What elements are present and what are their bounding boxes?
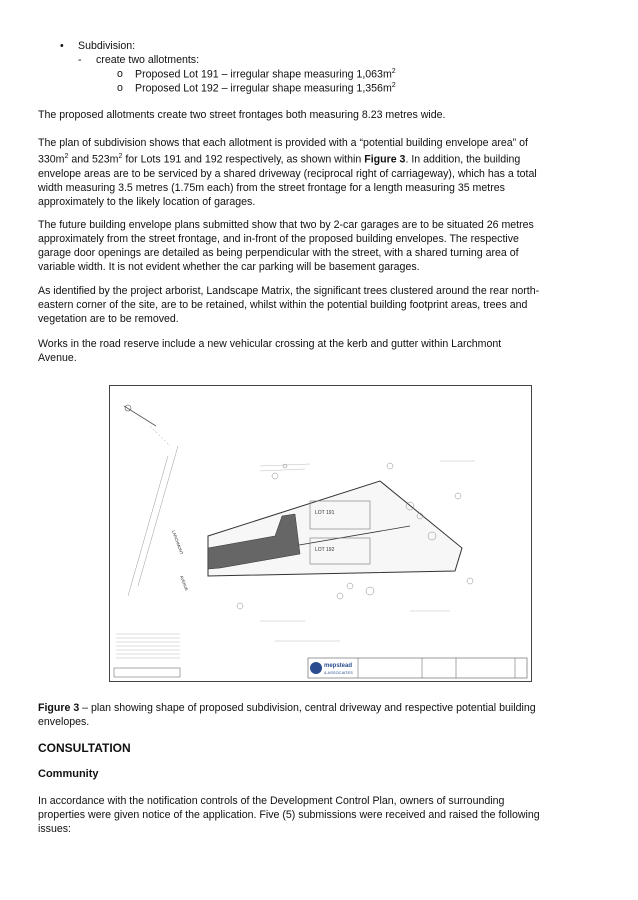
street-label: LARCHMONT	[171, 529, 185, 556]
lot-191-item: Proposed Lot 191 – irregular shape measuring $1,063m^2$	[135, 68, 396, 81]
bullet-icon: •	[60, 40, 64, 52]
paragraph-notification: In accordance with the notification controls of the Development Control Plan, owners of surrounding properties were given notice of the application. Five (5) submissions were received and raised the following issues:	[38, 795, 540, 835]
lot-192-item: Proposed Lot 192 – irregular shape measuring $1,356m^2$	[135, 82, 396, 95]
paragraph-road-reserve: Works in the road reserve include a new vehicular crossing at the kerb and gutter within Larchmont Avenue.	[38, 338, 502, 364]
paragraph-arborist: As identified by the project arborist, Landscape Matrix, the significant trees clustered around the rear north- eastern corner of the site, are to be retained, whilst within the potential building footprint areas, trees and vegetation are to be removed.	[38, 285, 540, 325]
paragraph-garages: The future building envelope plans submitted show that two by 2-car garages are to be situated 26 metres approximately from the street frontage, and in-front of the proposed building envelopes. The respective garage door openings are detailed as being perpendicular with the street, with a shared turning area of variable width. It is not evident whether the car parking will be basement garages.	[38, 219, 534, 273]
lot-192-label: LOT 192	[315, 547, 335, 553]
site-plan-figure	[109, 385, 532, 682]
subdivision-bullet	[60, 40, 64, 52]
logo-icon	[310, 662, 322, 674]
logo-text: mepstead	[324, 663, 353, 669]
sub-title: create two allotments:	[96, 54, 200, 66]
dash-marker: -	[78, 54, 82, 66]
paragraph-plan: The plan of subdivision shows that each allotment is provided with a “potential building envelope area” of $330m^2$ and $523m^2$ for Lots 191 and 192 respectively, as shown within Figure 3. In addition, the building envelope areas are to be serviced by a shared driveway (reciprocal right of carriageway), which has a total width measuring 3.5 metres (1.75m each) from the street frontage for a length measuring 35 metres approximately to the likely location of garages.	[38, 137, 537, 208]
street-label-2: AVENUE	[179, 574, 190, 592]
logo-sub: & ASSOCIATES	[324, 670, 353, 675]
site-plan-drawing	[110, 386, 531, 681]
title-block	[114, 658, 527, 678]
lot-191-label: LOT 191	[315, 510, 335, 516]
figure-caption: Figure 3 – plan showing shape of proposed subdivision, central driveway and respective potential building envelopes.	[38, 702, 536, 728]
consultation-heading: CONSULTATION	[38, 741, 131, 755]
paragraph-frontages: The proposed allotments create two street frontages both measuring 8.23 metres wide.	[38, 109, 446, 121]
subdivision-title: Subdivision:	[78, 40, 136, 52]
community-heading: Community	[38, 768, 99, 780]
circle-marker: o	[117, 68, 123, 80]
notes-block	[116, 634, 180, 658]
north-arrow-icon	[124, 405, 156, 426]
circle-marker: o	[117, 82, 123, 94]
